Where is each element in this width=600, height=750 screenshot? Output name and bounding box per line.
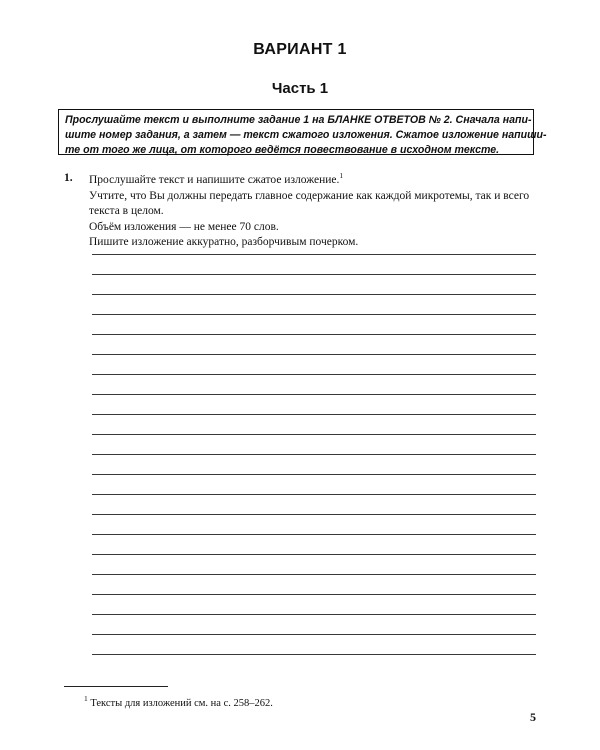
footnote-marker: 1 (84, 694, 88, 703)
answer-line (92, 574, 536, 575)
answer-line (92, 654, 536, 655)
answer-line (92, 454, 536, 455)
answer-line (92, 274, 536, 275)
part-title: Часть 1 (271, 80, 329, 97)
footnote-divider (64, 686, 168, 687)
answer-line (92, 614, 536, 615)
answer-line (92, 434, 536, 435)
answer-line (92, 314, 536, 315)
footnote (84, 694, 273, 709)
variant-title: ВАРИАНТ 1 (253, 41, 347, 58)
footnote-text: Тексты для изложений см. на с. 258–262. (90, 698, 273, 709)
answer-line (92, 354, 536, 355)
task-line: Учтите, что Вы должны передать главное содержание как каждой микротемы, так и всего (89, 189, 530, 202)
task-number: 1. (64, 172, 73, 184)
answer-line (92, 634, 536, 635)
instruction-line: те от того же лица, от которого ведётся повествование в исходном тексте. (65, 144, 500, 156)
answer-line (92, 494, 536, 495)
answer-line (92, 474, 536, 475)
answer-line (92, 374, 536, 375)
instruction-line: Прослушайте текст и выполните задание 1 на БЛАНКЕ ОТВЕТОВ № 2. Сначала напи- (65, 114, 532, 126)
answer-line (92, 334, 536, 335)
instruction-box (58, 109, 547, 156)
answer-line (92, 514, 536, 515)
answer-line (92, 294, 536, 295)
answer-line (92, 554, 536, 555)
task-line: Пишите изложение аккуратно, разборчивым почерком. (89, 236, 359, 248)
instruction-line: шите номер задания, а затем — текст сжатого изложения. Сжатое изложение напиши- (65, 129, 547, 141)
task-line (89, 168, 539, 189)
task-line: текста в целом. (89, 205, 164, 217)
answer-line (92, 594, 536, 595)
answer-line (92, 254, 536, 255)
task-line: Объём изложения — не менее 70 слов. (89, 220, 279, 233)
task-text (89, 168, 539, 251)
footnote-reference: 1 (339, 171, 344, 180)
answer-lines-area (92, 254, 536, 674)
answer-line (92, 394, 536, 395)
page-number: 5 (530, 710, 536, 724)
answer-line (92, 414, 536, 415)
answer-line (92, 534, 536, 535)
task-line-text: Прослушайте текст и напишите сжатое изложение. (89, 174, 340, 186)
